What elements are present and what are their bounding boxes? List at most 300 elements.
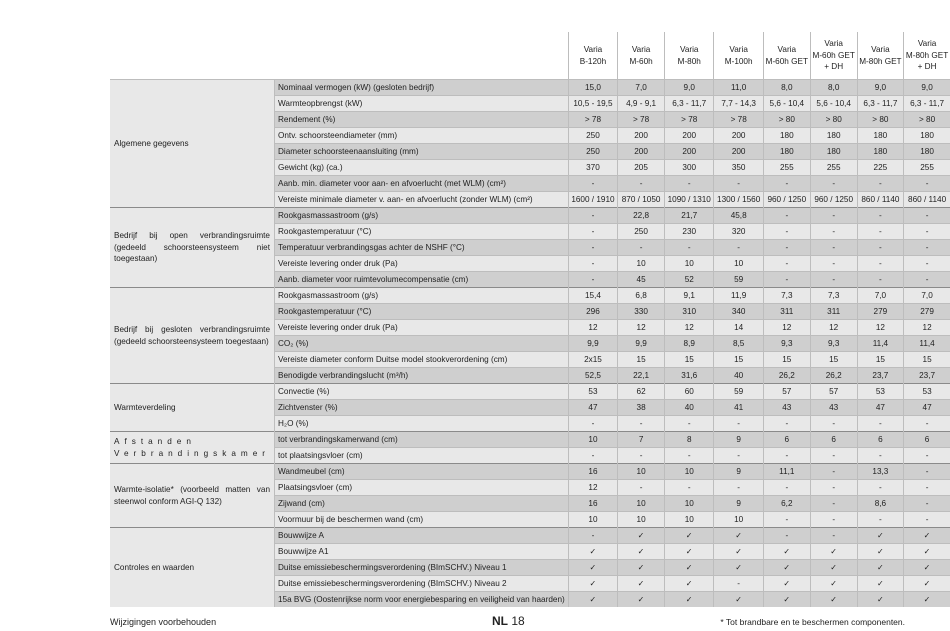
specifications-table [110, 32, 950, 607]
value-cell: 10 [665, 256, 714, 272]
value-cell: 47 [857, 400, 904, 416]
value-cell: ✓ [763, 560, 810, 576]
value-cell: 15 [904, 352, 950, 368]
value-cell: 230 [665, 224, 714, 240]
value-cell: 15 [665, 352, 714, 368]
value-cell: - [810, 240, 857, 256]
value-cell: 9,3 [810, 336, 857, 352]
model-header: Varia M-80h GET [857, 32, 904, 80]
value-cell: - [904, 464, 950, 480]
value-cell: 9 [714, 496, 763, 512]
value-cell: - [904, 256, 950, 272]
model-header: Varia M-60h GET [763, 32, 810, 80]
value-cell: 180 [763, 128, 810, 144]
value-cell: - [568, 240, 617, 256]
value-cell: 200 [714, 128, 763, 144]
value-cell: 60 [665, 384, 714, 400]
value-cell: 11,1 [763, 464, 810, 480]
value-cell: 1090 / 1310 [665, 192, 714, 208]
row-label: Ontv. schoorsteendiameter (mm) [275, 128, 569, 144]
value-cell: - [904, 416, 950, 432]
value-cell: 1300 / 1560 [714, 192, 763, 208]
value-cell: - [810, 512, 857, 528]
row-label: Warmteopbrengst (kW) [275, 96, 569, 112]
value-cell: 8,0 [810, 80, 857, 96]
row-label: Gewicht (kg) (ca.) [275, 160, 569, 176]
value-cell: 15 [714, 352, 763, 368]
value-cell: - [665, 176, 714, 192]
value-cell: - [714, 480, 763, 496]
value-cell: 6,2 [763, 496, 810, 512]
value-cell: ✓ [904, 544, 950, 560]
value-cell: 6,3 - 11,7 [857, 96, 904, 112]
value-cell: 180 [904, 144, 950, 160]
value-cell: - [857, 256, 904, 272]
row-label: Diameter schoorsteenaansluiting (mm) [275, 144, 569, 160]
value-cell: 960 / 1250 [763, 192, 810, 208]
value-cell: ✓ [904, 560, 950, 576]
value-cell: 255 [763, 160, 810, 176]
value-cell: - [763, 240, 810, 256]
value-cell: ✓ [904, 528, 950, 544]
footer-disclaimer: Wijzigingen voorbehouden [110, 617, 217, 627]
value-cell: 21,7 [665, 208, 714, 224]
row-label: Duitse emissiebeschermingsverordening (BImSCHV.) Niveau 1 [275, 560, 569, 576]
value-cell: 180 [810, 144, 857, 160]
value-cell: 250 [568, 128, 617, 144]
value-cell: 23,7 [904, 368, 950, 384]
value-cell: 40 [714, 368, 763, 384]
language-code: NL [492, 614, 508, 628]
value-cell: - [618, 416, 665, 432]
value-cell: 22,8 [618, 208, 665, 224]
table-header [110, 32, 950, 80]
value-cell: ✓ [618, 560, 665, 576]
value-cell: ✓ [810, 576, 857, 592]
value-cell: - [714, 176, 763, 192]
value-cell: 12 [568, 320, 617, 336]
value-cell: ✓ [714, 592, 763, 608]
value-cell: 8,9 [665, 336, 714, 352]
value-cell: - [714, 576, 763, 592]
row-label: Voormuur bij de beschermen wand (cm) [275, 512, 569, 528]
value-cell: 870 / 1050 [618, 192, 665, 208]
value-cell: - [904, 272, 950, 288]
row-label: Rendement (%) [275, 112, 569, 128]
value-cell: 8,6 [857, 496, 904, 512]
value-cell: 370 [568, 160, 617, 176]
value-cell: 15 [810, 352, 857, 368]
value-cell: 311 [810, 304, 857, 320]
value-cell: 279 [904, 304, 950, 320]
value-cell: 47 [904, 400, 950, 416]
model-header: Varia M-80h GET + DH [904, 32, 950, 80]
value-cell: 180 [810, 128, 857, 144]
value-cell: 310 [665, 304, 714, 320]
value-cell: 7,3 [763, 288, 810, 304]
value-cell: - [568, 224, 617, 240]
group-label: Bedrijf bij open verbrandingsruimte (gedeeld schoorsteensysteem niet toegestaan) [110, 208, 275, 288]
group-label: Warmteverdeling [110, 384, 275, 432]
value-cell: 10 [568, 512, 617, 528]
value-cell: - [857, 224, 904, 240]
value-cell: - [904, 224, 950, 240]
row-label: Rookgasmassastroom (g/s) [275, 208, 569, 224]
value-cell: 10 [714, 512, 763, 528]
value-cell: 340 [714, 304, 763, 320]
row-label: Temperatuur verbrandingsgas achter de NSHF (°C) [275, 240, 569, 256]
row-label: Vereiste levering onder druk (Pa) [275, 256, 569, 272]
model-header: Varia M-60h GET + DH [810, 32, 857, 80]
row-label: Bouwwijze A [275, 528, 569, 544]
value-cell: ✓ [810, 544, 857, 560]
value-cell: 9 [714, 464, 763, 480]
value-cell: - [618, 448, 665, 464]
row-label: H₂O (%) [275, 416, 569, 432]
value-cell: 860 / 1140 [904, 192, 950, 208]
value-cell: 10 [665, 496, 714, 512]
value-cell: 5,6 - 10,4 [810, 96, 857, 112]
value-cell: 43 [810, 400, 857, 416]
row-label: Aanb. diameter voor ruimtevolumecompensatie (cm) [275, 272, 569, 288]
value-cell: 26,2 [810, 368, 857, 384]
value-cell: 9,3 [763, 336, 810, 352]
value-cell: - [810, 496, 857, 512]
value-cell: 1600 / 1910 [568, 192, 617, 208]
value-cell: 15 [857, 352, 904, 368]
value-cell: - [763, 448, 810, 464]
row-label: Zijwand (cm) [275, 496, 569, 512]
value-cell: - [857, 480, 904, 496]
value-cell: - [763, 528, 810, 544]
value-cell: 45 [618, 272, 665, 288]
value-cell: ✓ [857, 544, 904, 560]
group-label: Algemene gegevens [110, 80, 275, 208]
value-cell: 12 [904, 320, 950, 336]
value-cell: > 78 [665, 112, 714, 128]
value-cell: > 78 [568, 112, 617, 128]
value-cell: 7 [618, 432, 665, 448]
value-cell: 4,9 - 9,1 [618, 96, 665, 112]
value-cell: ✓ [665, 592, 714, 608]
value-cell: ✓ [810, 592, 857, 608]
value-cell: 12 [857, 320, 904, 336]
value-cell: ✓ [763, 592, 810, 608]
value-cell: 9,9 [618, 336, 665, 352]
value-cell: ✓ [665, 560, 714, 576]
value-cell: ✓ [618, 528, 665, 544]
value-cell: 6 [904, 432, 950, 448]
value-cell: 47 [568, 400, 617, 416]
value-cell: ✓ [665, 544, 714, 560]
value-cell: 16 [568, 496, 617, 512]
value-cell: 6,3 - 11,7 [665, 96, 714, 112]
value-cell: 255 [810, 160, 857, 176]
value-cell: - [714, 416, 763, 432]
value-cell: 10 [665, 464, 714, 480]
value-cell: 15,0 [568, 80, 617, 96]
value-cell: 10 [618, 256, 665, 272]
value-cell: 53 [857, 384, 904, 400]
value-cell: 11,0 [714, 80, 763, 96]
value-cell: 15 [618, 352, 665, 368]
value-cell: 180 [857, 128, 904, 144]
value-cell: 6,3 - 11,7 [904, 96, 950, 112]
value-cell: 296 [568, 304, 617, 320]
value-cell: 200 [714, 144, 763, 160]
value-cell: - [810, 528, 857, 544]
value-cell: 180 [763, 144, 810, 160]
value-cell: 11,4 [857, 336, 904, 352]
value-cell: 8,0 [763, 80, 810, 96]
value-cell: > 80 [810, 112, 857, 128]
row-label: Vereiste diameter conform Duitse model stookverordening (cm) [275, 352, 569, 368]
table-row [110, 432, 950, 448]
row-label: Rookgastemperatuur (°C) [275, 304, 569, 320]
table-row [110, 384, 950, 400]
value-cell: 250 [618, 224, 665, 240]
value-cell: 9,0 [857, 80, 904, 96]
value-cell: ✓ [568, 560, 617, 576]
row-label: tot verbrandingskamerwand (cm) [275, 432, 569, 448]
value-cell: - [810, 224, 857, 240]
value-cell: 860 / 1140 [857, 192, 904, 208]
table-row [110, 528, 950, 544]
value-cell: - [857, 208, 904, 224]
row-label: tot plaatsingsvloer (cm) [275, 448, 569, 464]
group-label: Warmte-isolatie* (voorbeeld matten van steenwol conform AGI-Q 132) [110, 464, 275, 528]
value-cell: - [810, 256, 857, 272]
value-cell: 52 [665, 272, 714, 288]
value-cell: 41 [714, 400, 763, 416]
value-cell: 6 [810, 432, 857, 448]
model-header: Varia B-120h [568, 32, 617, 80]
model-header: Varia M-80h [665, 32, 714, 80]
value-cell: ✓ [568, 592, 617, 608]
value-cell: 9,9 [568, 336, 617, 352]
value-cell: 43 [763, 400, 810, 416]
value-cell: 2x15 [568, 352, 617, 368]
value-cell: > 80 [763, 112, 810, 128]
value-cell: ✓ [857, 528, 904, 544]
row-label: Plaatsingsvloer (cm) [275, 480, 569, 496]
table-row [110, 80, 950, 96]
value-cell: 9,0 [904, 80, 950, 96]
value-cell: 7,0 [904, 288, 950, 304]
value-cell: - [904, 512, 950, 528]
value-cell: - [857, 448, 904, 464]
value-cell: 12 [568, 480, 617, 496]
value-cell: 7,3 [810, 288, 857, 304]
value-cell: 57 [763, 384, 810, 400]
value-cell: > 80 [857, 112, 904, 128]
value-cell: 10 [568, 432, 617, 448]
value-cell: 57 [810, 384, 857, 400]
row-label: Duitse emissiebeschermingsverordening (BImSCHV.) Niveau 2 [275, 576, 569, 592]
value-cell: > 78 [618, 112, 665, 128]
value-cell: 9,0 [665, 80, 714, 96]
value-cell: - [810, 448, 857, 464]
value-cell: ✓ [714, 528, 763, 544]
value-cell: 38 [618, 400, 665, 416]
value-cell: 8,5 [714, 336, 763, 352]
value-cell: ✓ [665, 528, 714, 544]
value-cell: 22,1 [618, 368, 665, 384]
value-cell: ✓ [618, 544, 665, 560]
table-row [110, 464, 950, 480]
page-number-value: 18 [511, 614, 525, 628]
value-cell: > 80 [904, 112, 950, 128]
value-cell: - [665, 480, 714, 496]
value-cell: 960 / 1250 [810, 192, 857, 208]
value-cell: - [568, 528, 617, 544]
value-cell: 53 [568, 384, 617, 400]
value-cell: 10 [618, 512, 665, 528]
row-label: CO₂ (%) [275, 336, 569, 352]
value-cell: 14 [714, 320, 763, 336]
value-cell: - [857, 176, 904, 192]
value-cell: - [810, 464, 857, 480]
value-cell: 10 [714, 256, 763, 272]
row-label: 15a BVG (Oostenrijkse norm voor energiebesparing en veiligheid van haarden) [275, 592, 569, 608]
value-cell: - [904, 496, 950, 512]
value-cell: - [857, 416, 904, 432]
value-cell: 10 [618, 496, 665, 512]
value-cell: 250 [568, 144, 617, 160]
value-cell: - [568, 448, 617, 464]
value-cell: ✓ [763, 544, 810, 560]
value-cell: 180 [857, 144, 904, 160]
value-cell: ✓ [714, 560, 763, 576]
value-cell: 6 [857, 432, 904, 448]
value-cell: 9 [714, 432, 763, 448]
header-blank-label [275, 32, 569, 80]
value-cell: 9,1 [665, 288, 714, 304]
value-cell: - [665, 416, 714, 432]
group-label: Afstanden Verbrandingskamer [110, 432, 275, 464]
value-cell: 255 [904, 160, 950, 176]
value-cell: 13,3 [857, 464, 904, 480]
row-label: Nominaal vermogen (kW) (gesloten bedrijf) [275, 80, 569, 96]
value-cell: - [763, 416, 810, 432]
value-cell: ✓ [568, 576, 617, 592]
value-cell: ✓ [665, 576, 714, 592]
value-cell: - [568, 256, 617, 272]
value-cell: 320 [714, 224, 763, 240]
value-cell: > 78 [714, 112, 763, 128]
row-label: Vereiste levering onder druk (Pa) [275, 320, 569, 336]
model-header: Varia M-100h [714, 32, 763, 80]
value-cell: 350 [714, 160, 763, 176]
value-cell: - [904, 208, 950, 224]
value-cell: 31,6 [665, 368, 714, 384]
header-blank-group [110, 32, 275, 80]
value-cell: 311 [763, 304, 810, 320]
row-label: Rookgastemperatuur (°C) [275, 224, 569, 240]
value-cell: - [568, 208, 617, 224]
value-cell: 15,4 [568, 288, 617, 304]
value-cell: ✓ [568, 544, 617, 560]
row-label: Aanb. min. diameter voor aan- en afvoerlucht (met WLM) (cm²) [275, 176, 569, 192]
value-cell: ✓ [904, 592, 950, 608]
value-cell: - [904, 448, 950, 464]
value-cell: 200 [618, 128, 665, 144]
value-cell: 180 [904, 128, 950, 144]
value-cell: 200 [665, 144, 714, 160]
value-cell: - [763, 176, 810, 192]
value-cell: - [810, 272, 857, 288]
value-cell: 59 [714, 384, 763, 400]
value-cell: 6 [763, 432, 810, 448]
row-label: Convectie (%) [275, 384, 569, 400]
value-cell: - [904, 240, 950, 256]
value-cell: 225 [857, 160, 904, 176]
value-cell: 7,0 [857, 288, 904, 304]
row-label: Benodigde verbrandingslucht (m³/h) [275, 368, 569, 384]
footnote: * Tot brandbare en te beschermen componenten. [720, 617, 905, 627]
page-number [492, 614, 525, 628]
value-cell: - [763, 256, 810, 272]
row-label: Vereiste minimale diameter v. aan- en afvoerlucht (zonder WLM) (cm²) [275, 192, 569, 208]
row-label: Zichtvenster (%) [275, 400, 569, 416]
group-label: Controles en waarden [110, 528, 275, 608]
value-cell: - [665, 240, 714, 256]
model-header: Varia M-60h [618, 32, 665, 80]
value-cell: - [904, 176, 950, 192]
value-cell: - [568, 176, 617, 192]
value-cell: - [763, 512, 810, 528]
value-cell: 23,7 [857, 368, 904, 384]
value-cell: - [568, 272, 617, 288]
value-cell: 10 [665, 512, 714, 528]
value-cell: 53 [904, 384, 950, 400]
value-cell: 40 [665, 400, 714, 416]
value-cell: 16 [568, 464, 617, 480]
value-cell: 7,7 - 14,3 [714, 96, 763, 112]
value-cell: 15 [763, 352, 810, 368]
value-cell: - [810, 208, 857, 224]
value-cell: - [714, 240, 763, 256]
value-cell: ✓ [857, 576, 904, 592]
value-cell: - [568, 416, 617, 432]
value-cell: - [810, 416, 857, 432]
value-cell: 11,9 [714, 288, 763, 304]
value-cell: 7,0 [618, 80, 665, 96]
value-cell: - [618, 176, 665, 192]
value-cell: - [810, 176, 857, 192]
value-cell: 279 [857, 304, 904, 320]
value-cell: - [857, 512, 904, 528]
value-cell: ✓ [763, 576, 810, 592]
value-cell: ✓ [810, 560, 857, 576]
table-body [110, 80, 950, 608]
value-cell: - [810, 480, 857, 496]
value-cell: - [618, 240, 665, 256]
table-row [110, 288, 950, 304]
model-header-row [110, 32, 950, 80]
value-cell: 59 [714, 272, 763, 288]
value-cell: 330 [618, 304, 665, 320]
value-cell: ✓ [904, 576, 950, 592]
value-cell: 45,8 [714, 208, 763, 224]
value-cell: - [714, 448, 763, 464]
value-cell: - [763, 208, 810, 224]
row-label: Wandmeubel (cm) [275, 464, 569, 480]
table-row [110, 208, 950, 224]
value-cell: 12 [763, 320, 810, 336]
value-cell: - [857, 272, 904, 288]
value-cell: - [857, 240, 904, 256]
